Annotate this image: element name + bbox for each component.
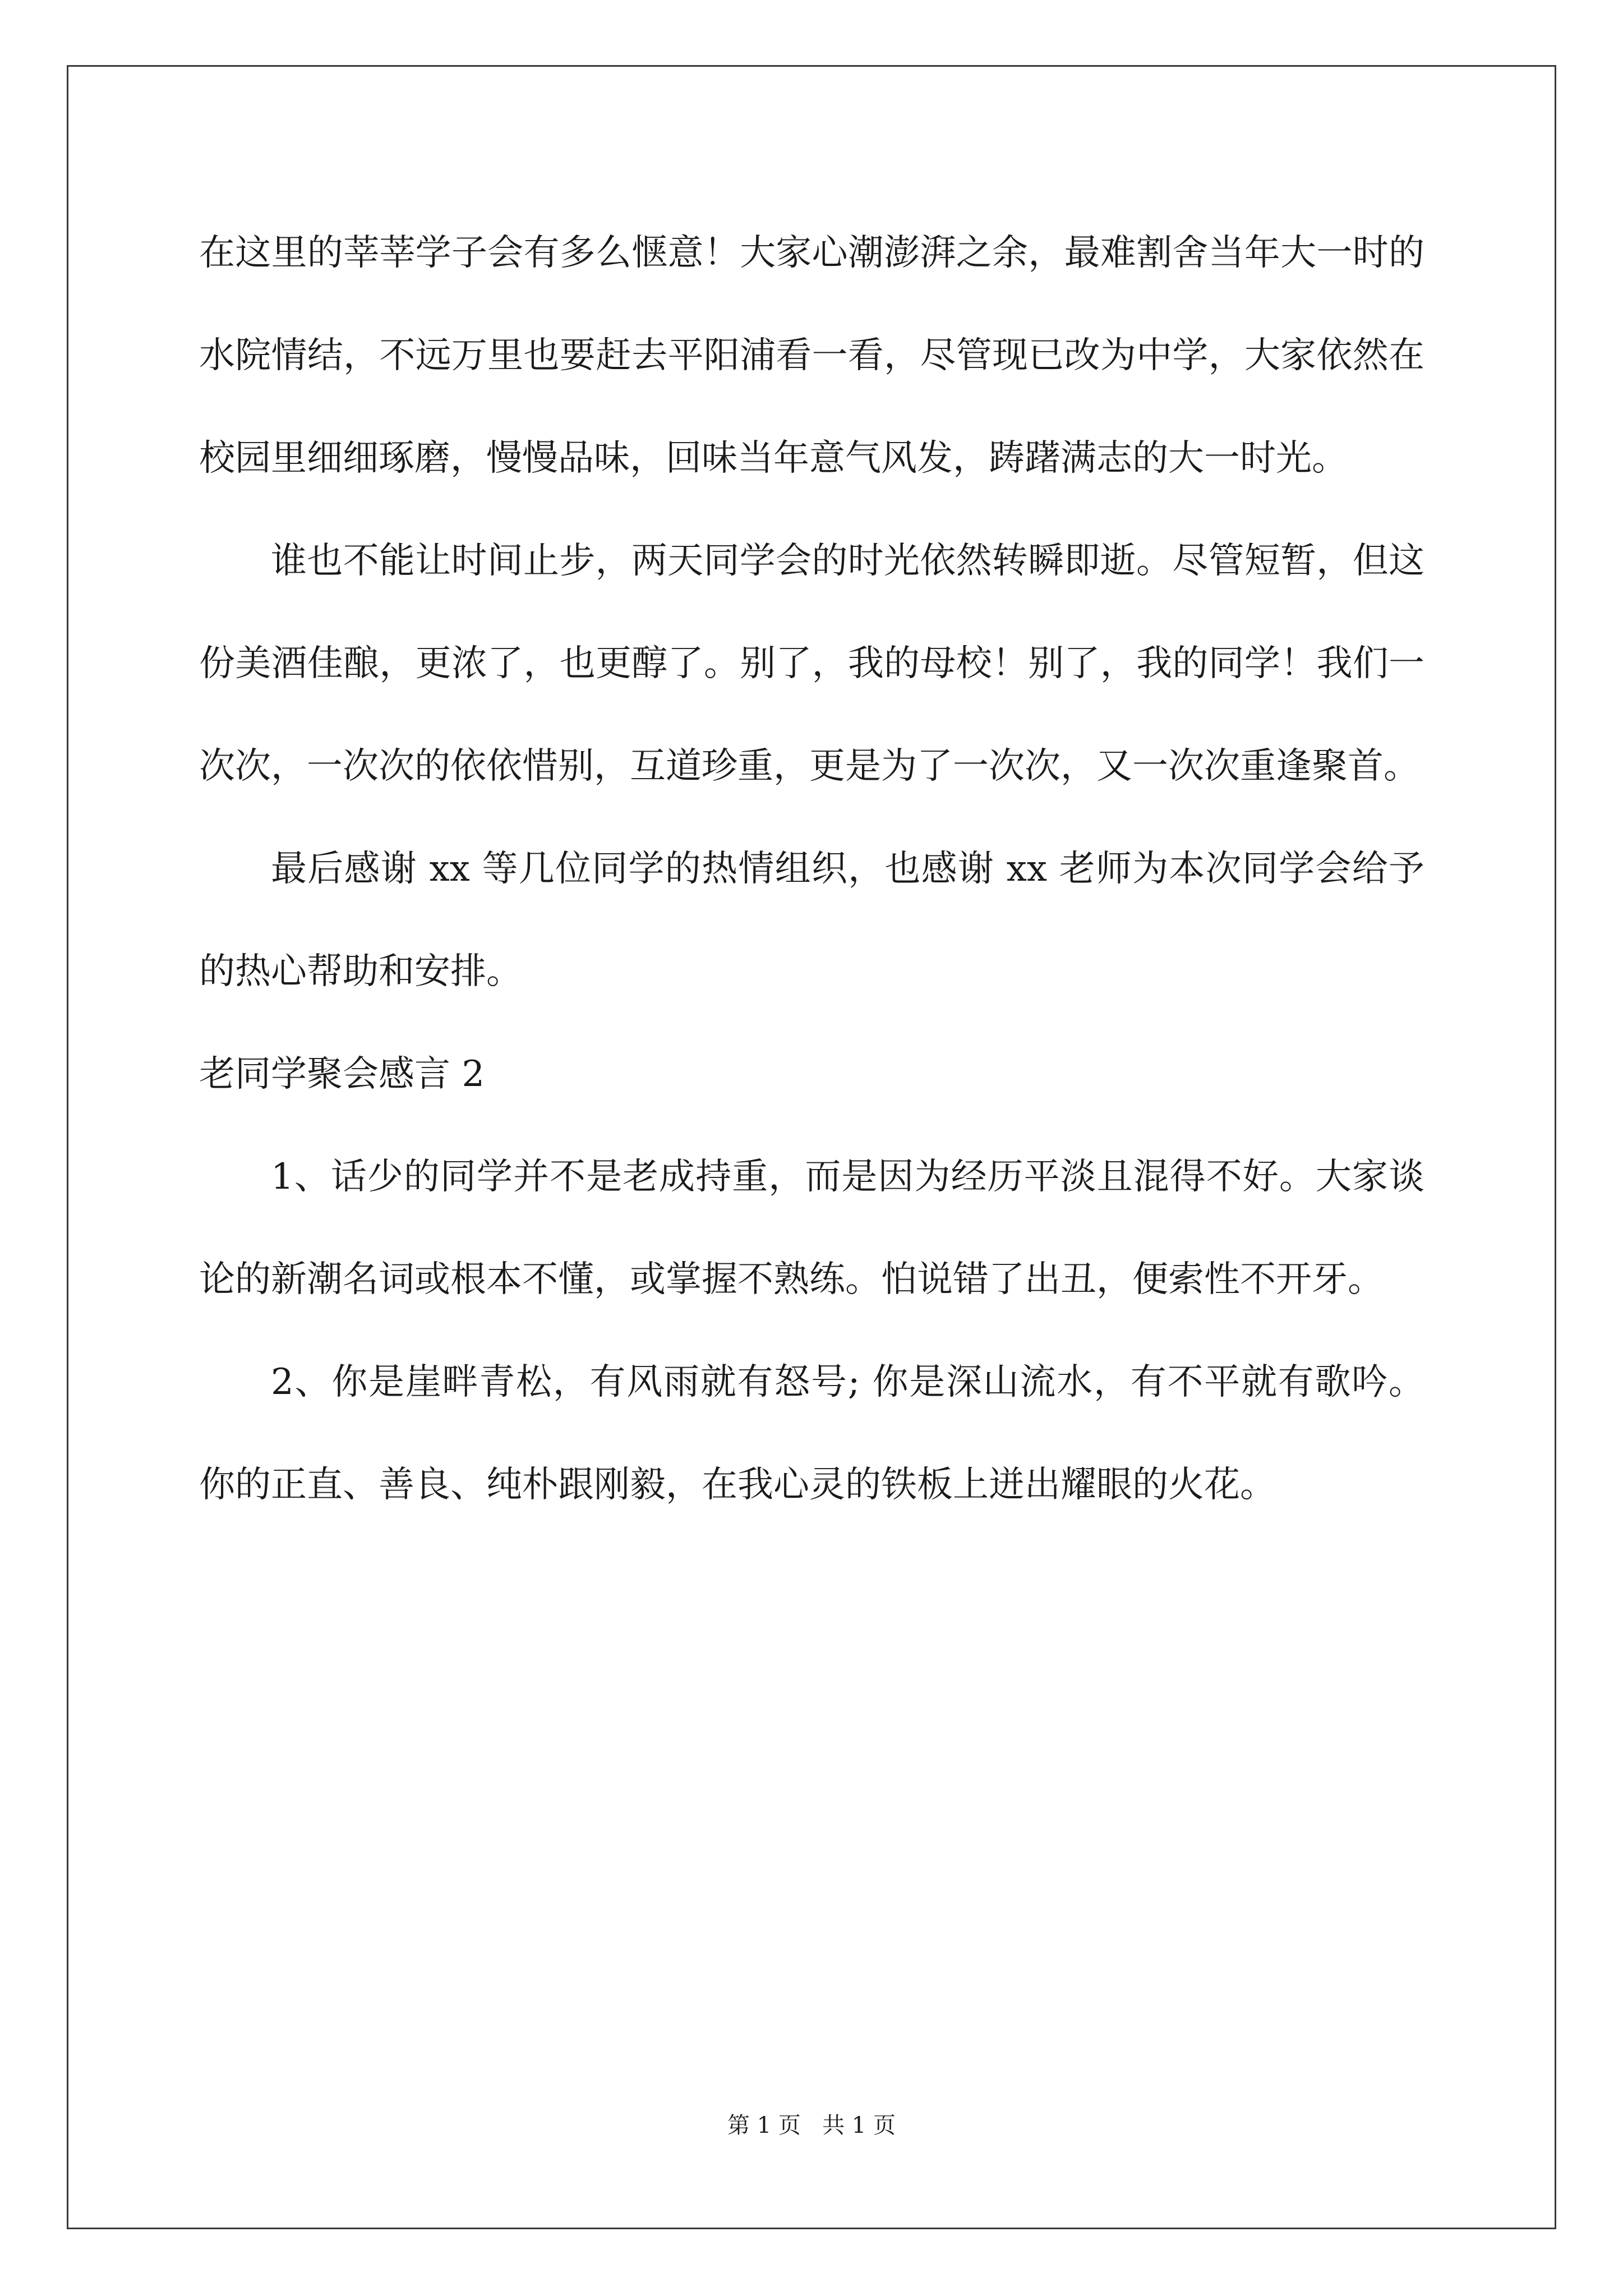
document-body bbox=[199, 202, 1424, 1536]
paragraph-continuation: 在这里的莘莘学子会有多么惬意！大家心潮澎湃之余，最难割舍当年大一时的水院情结，不远万里也要赶去平阳浦看一看，尽管现已改为中学，大家依然在校园里细细琢磨，慢慢品味，回味当年意气风发，踌躇满志的大一时光。 bbox=[199, 232, 1424, 479]
paragraph-item-2: 2、你是崖畔青松，有风雨就有怒号; 你是深山流水，有不平就有歌吟。你的正直、善良、纯朴跟刚毅，在我心灵的铁板上迸出耀眼的火花。 bbox=[199, 1361, 1424, 1506]
section-heading: 老同学聚会感言 2 bbox=[199, 1053, 485, 1095]
paragraph-farewell: 谁也不能让时间止步，两天同学会的时光依然转瞬即逝。尽管短暂，但这份美酒佳酿，更浓了，也更醇了。别了，我的母校！别了，我的同学！我们一次次，一次次的依依惜别，互道珍重，更是为了一次次，又一次次重逢聚首。 bbox=[199, 540, 1424, 787]
paragraph-item-1: 1、话少的同学并不是老成持重，而是因为经历平淡且混得不好。大家谈论的新潮名词或根本不懂，或掌握不熟练。怕说错了出丑，便索性不开牙。 bbox=[199, 1156, 1424, 1300]
page-footer: 第 1 页 共 1 页 bbox=[727, 2113, 896, 2138]
paragraph-thanks: 最后感谢 xx 等几位同学的热情组织，也感谢 xx 老师为本次同学会给予的热心帮助和安排。 bbox=[199, 848, 1424, 992]
